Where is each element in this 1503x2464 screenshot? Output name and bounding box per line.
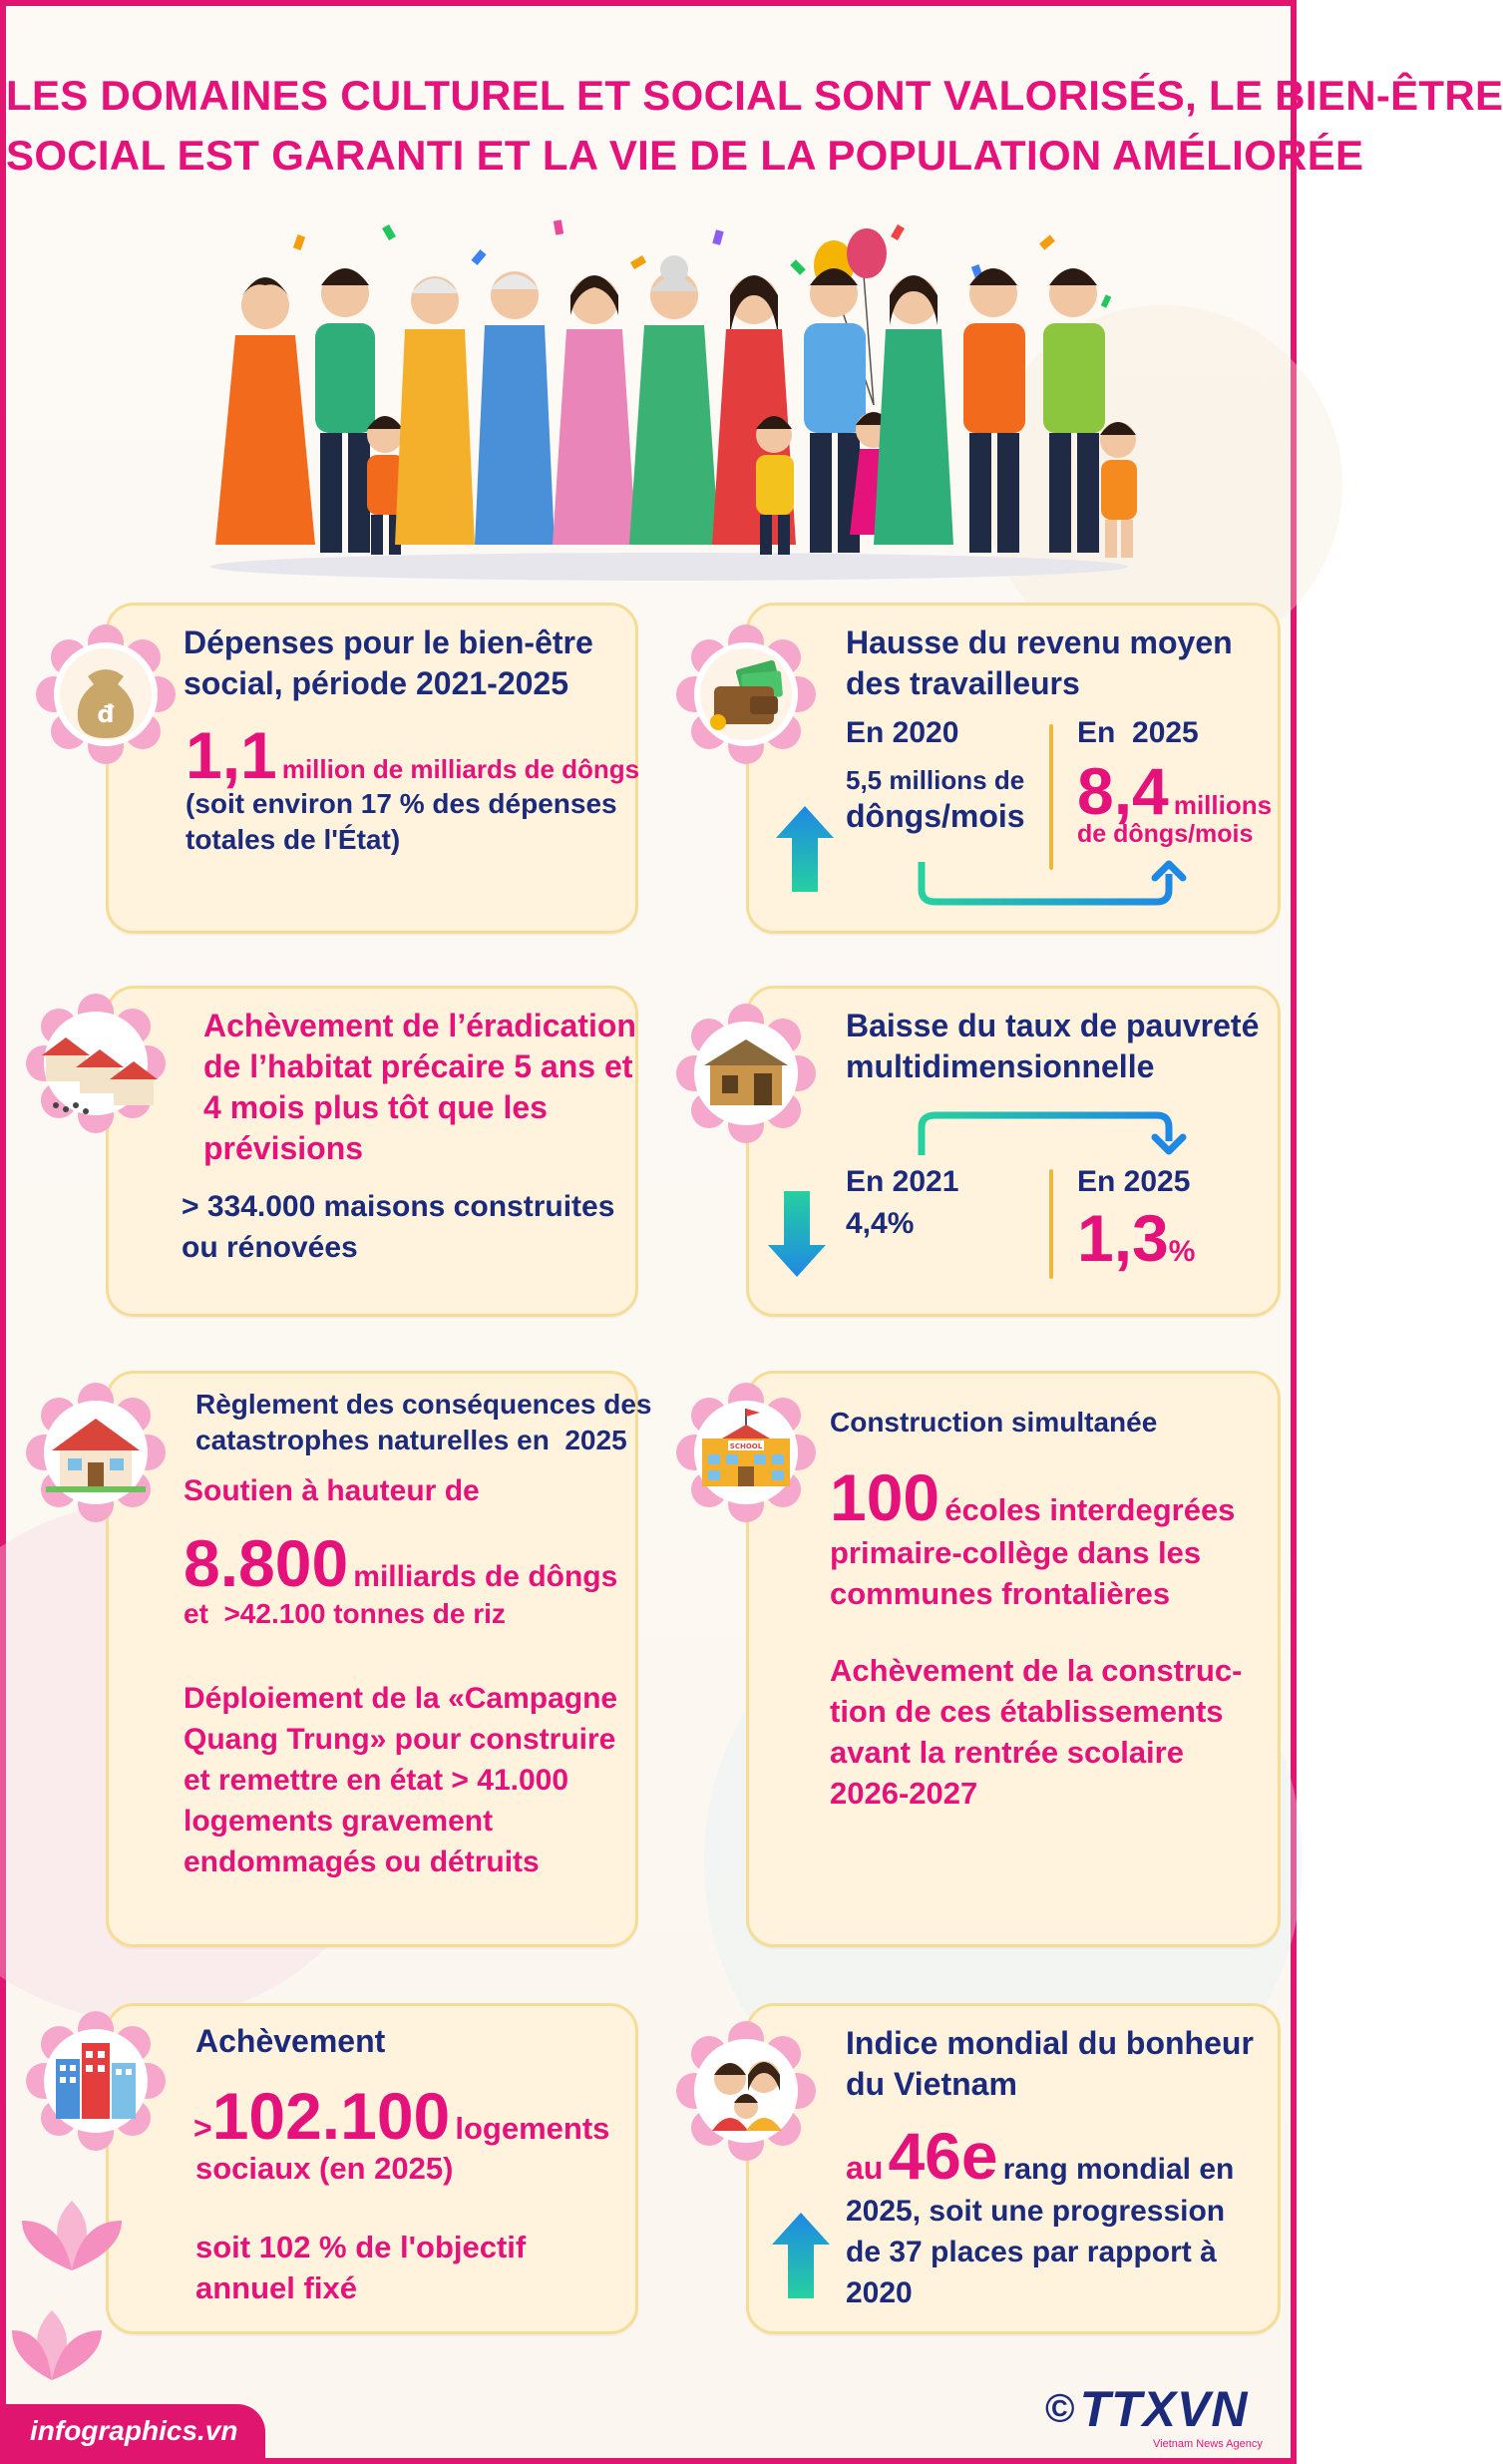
value-number: 8.800 xyxy=(184,1526,349,1600)
campaign-line: Déploiement de la «Campagne xyxy=(184,1682,618,1715)
badge-old-house xyxy=(676,1004,816,1143)
heading-line: Hausse du revenu moyen xyxy=(846,624,1233,660)
card-heading xyxy=(846,1006,1259,1087)
arrow-right-icon xyxy=(918,860,1187,910)
happiness-value-row xyxy=(846,2121,1234,2191)
heading-line: du Vietnam xyxy=(846,2066,1017,2102)
detail-line: ou rénovées xyxy=(182,1231,358,1264)
poverty-year-2021: En 2021 xyxy=(846,1165,959,1198)
school-sign-text: SCHOOL xyxy=(729,1442,763,1450)
footer-logo xyxy=(1045,2380,1248,2438)
poverty-value-2021: 4,4% xyxy=(846,1207,915,1240)
desc-line: 2025, soit une progression xyxy=(846,2195,1226,2228)
disaster-rice: et >42.100 tonnes de riz xyxy=(184,1598,506,1629)
svg-text:đ: đ xyxy=(97,700,115,728)
money-bag-icon xyxy=(36,624,176,764)
heading-line: multidimensionnelle xyxy=(846,1048,1155,1084)
value-number: 46e xyxy=(888,2119,998,2193)
welfare-value-row xyxy=(186,720,639,790)
campaign-line: endommagés ou détruits xyxy=(184,1846,540,1878)
value-unit: milliards de dôngs xyxy=(353,1560,618,1593)
arrow-right-icon xyxy=(918,1109,1187,1159)
value-desc: écoles interdegrées xyxy=(944,1492,1236,1527)
value-unit: millions xyxy=(1173,790,1273,820)
value-number: 102.100 xyxy=(211,2079,451,2153)
copyright-symbol: © xyxy=(1045,2386,1075,2431)
arrow-up-icon xyxy=(774,804,836,894)
card-heading xyxy=(195,1387,652,1458)
heading-line: Achèvement de l’éradication xyxy=(203,1008,636,1043)
housing-detail xyxy=(182,1186,614,1268)
wallet-icon xyxy=(676,624,816,764)
value-prefix: > xyxy=(193,2110,212,2146)
badge-wallet xyxy=(676,624,816,764)
welfare-note xyxy=(186,786,617,858)
houses-icon xyxy=(26,994,166,1133)
social-housing-unit2: sociaux (en 2025) xyxy=(195,2151,454,2186)
badge-buildings xyxy=(26,2011,166,2151)
lotus-flower-icon xyxy=(12,2191,152,2420)
heading-line: Dépenses pour le bien-être xyxy=(184,624,593,660)
value-unit: logements xyxy=(455,2111,610,2146)
old-house-icon xyxy=(676,1004,816,1143)
happy-family-icon xyxy=(676,2021,816,2161)
badge-house xyxy=(26,1383,166,1522)
heading-line: de l’habitat précaire 5 ans et xyxy=(203,1048,633,1084)
heading-line: social, période 2021-2025 xyxy=(184,665,568,701)
detail-line: > 334.000 maisons construites xyxy=(182,1190,615,1223)
agency-name: Vietnam News Agency xyxy=(1153,2438,1263,2450)
divider xyxy=(1049,724,1053,870)
value-line: 5,5 millions de xyxy=(846,765,1025,795)
desc-line: 2020 xyxy=(846,2276,913,2309)
heading-line: 4 mois plus tôt que les xyxy=(203,1089,548,1125)
badge-family xyxy=(676,2021,816,2161)
schools-desc xyxy=(830,1532,1201,1614)
campaign-line: Quang Trung» pour construire xyxy=(184,1723,616,1756)
income-value-2025 xyxy=(1077,756,1272,826)
happiness-desc xyxy=(846,2191,1225,2313)
pct-line: soit 102 % de l'objectif xyxy=(195,2230,527,2264)
badge-houses xyxy=(26,994,166,1133)
income-year-2020: En 2020 xyxy=(846,716,959,749)
card-heading xyxy=(184,622,593,704)
income-year-2025: En 2025 xyxy=(1077,716,1199,749)
note-line: totales de l'État) xyxy=(186,824,401,855)
arrow-up-icon xyxy=(770,2211,832,2300)
schools-value-row xyxy=(830,1462,1235,1532)
disaster-support-label: Soutien à hauteur de xyxy=(184,1474,480,1507)
value-prefix: au xyxy=(846,2150,884,2186)
heading-line: des travailleurs xyxy=(846,665,1080,701)
value-number: 8,4 xyxy=(1077,754,1169,828)
completion-line: avant la rentrée scolaire xyxy=(830,1735,1184,1770)
welfare-value: 1,1 xyxy=(186,718,277,792)
card-heading xyxy=(846,622,1233,704)
value-unit: % xyxy=(1168,1235,1196,1268)
page-title xyxy=(6,66,1503,186)
desc-line: communes frontalières xyxy=(830,1576,1171,1611)
divider xyxy=(1049,1169,1053,1279)
value-line: dôngs/mois xyxy=(846,798,1025,834)
welfare-unit: million de milliards de dôngs xyxy=(281,754,640,784)
completion-line: tion de ces établissements xyxy=(830,1694,1224,1729)
social-housing-value-row xyxy=(193,2081,609,2151)
note-line: (soit environ 17 % des dépenses xyxy=(186,788,617,819)
heading-line: prévisions xyxy=(203,1130,364,1166)
card-heading xyxy=(203,1006,636,1169)
pct-line: annuel fixé xyxy=(195,2270,357,2305)
value-desc: rang mondial en xyxy=(1002,2153,1235,2186)
campaign-line: et remettre en état > 41.000 xyxy=(184,1764,569,1797)
disaster-campaign xyxy=(184,1678,617,1882)
desc-line: primaire-collège dans les xyxy=(830,1535,1202,1570)
family-group-illustration xyxy=(176,205,1163,585)
schools-completion xyxy=(830,1650,1242,1814)
heading-line: catastrophes naturelles en 2025 xyxy=(195,1425,627,1455)
disaster-value-row xyxy=(184,1528,617,1598)
card-heading xyxy=(846,2023,1254,2105)
badge-school xyxy=(676,1383,816,1522)
social-housing-heading: Achèvement xyxy=(195,2023,386,2059)
house-icon xyxy=(26,1383,166,1522)
schools-heading: Construction simultanée xyxy=(830,1407,1158,1437)
title-line: SOCIAL EST GARANTI ET LA VIE DE LA POPULATION AMÉLIORÉE xyxy=(6,132,1364,179)
ttxvn-logo: TTXVN xyxy=(1079,2381,1249,2437)
heading-line: Indice mondial du bonheur xyxy=(846,2025,1254,2061)
completion-line: 2026-2027 xyxy=(830,1776,978,1811)
value-number: 1,3 xyxy=(1077,1201,1169,1275)
campaign-line: logements gravement xyxy=(184,1805,494,1838)
footer-site: infographics.vn xyxy=(6,2404,265,2458)
apartment-buildings-icon xyxy=(26,2011,166,2151)
poverty-value-2025 xyxy=(1077,1203,1195,1273)
completion-line: Achèvement de la construc- xyxy=(830,1653,1243,1688)
social-housing-pct xyxy=(195,2227,526,2308)
title-line: LES DOMAINES CULTUREL ET SOCIAL SONT VALORISÉS, LE BIEN-ÊTRE xyxy=(6,72,1503,119)
heading-line: Baisse du taux de pauvreté xyxy=(846,1008,1260,1043)
value-number: 100 xyxy=(830,1460,940,1534)
poverty-year-2025: En 2025 xyxy=(1077,1165,1191,1198)
arrow-down-icon xyxy=(766,1189,828,1279)
heading-line: Règlement des conséquences des xyxy=(195,1389,652,1420)
badge-money-bag xyxy=(36,624,176,764)
income-value-2020 xyxy=(846,762,1025,834)
desc-line: de 37 places par rapport à xyxy=(846,2236,1217,2268)
income-unit-line2: de dôngs/mois xyxy=(1077,820,1254,848)
school-icon xyxy=(676,1383,816,1522)
